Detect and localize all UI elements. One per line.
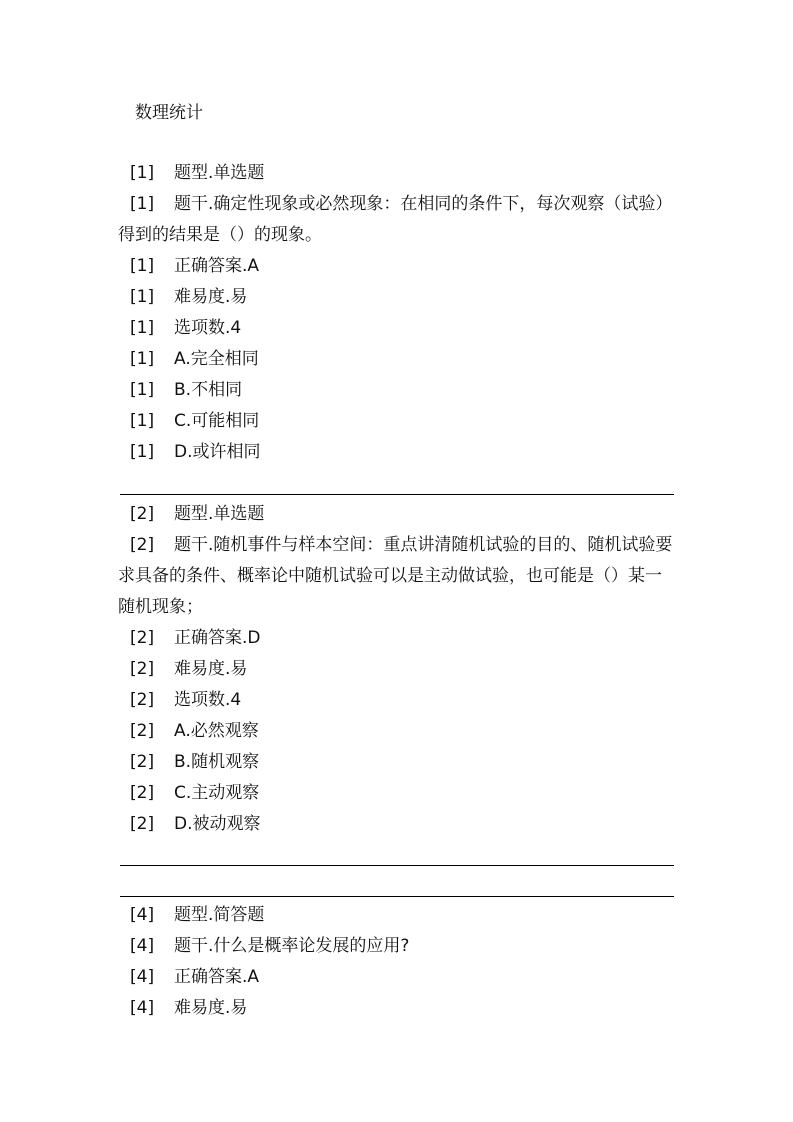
line-text: 题干.确定性现象或必然现象：在相同的条件下，每次观察（试验）得到的结果是（）的现象。 (118, 194, 673, 245)
line-text: 难易度.易 (174, 287, 248, 307)
question-line (118, 716, 674, 747)
line-text: D.或许相同 (174, 442, 261, 462)
question-line (118, 778, 674, 809)
question-line (118, 809, 674, 840)
question-number: [2] (130, 814, 155, 834)
question-number: [2] (130, 690, 155, 710)
line-text: D.被动观察 (174, 814, 261, 834)
line-text: 难易度.易 (174, 659, 248, 679)
question-1 (118, 158, 674, 468)
question-number: [4] (130, 967, 155, 987)
question-number: [4] (130, 936, 155, 956)
question-line (118, 962, 674, 993)
line-text: B.不相同 (174, 380, 243, 400)
question-number: [1] (130, 318, 155, 338)
line-text: 题干.什么是概率论发展的应用? (174, 936, 410, 956)
line-text: 题型.单选题 (174, 504, 265, 524)
question-line (118, 623, 674, 654)
line-text: C.可能相同 (174, 411, 260, 431)
question-line (118, 931, 674, 962)
question-number: [1] (130, 380, 155, 400)
question-number: [2] (130, 783, 155, 803)
line-text: 题干.随机事件与样本空间：重点讲清随机试验的目的、随机试验要求具备的条件、概率论中随机试验可以是主动做试验，也可能是（）某一随机现象； (118, 535, 673, 617)
question-line (118, 530, 674, 623)
question-line (118, 406, 674, 437)
question-number: [2] (130, 659, 155, 679)
divider (120, 494, 674, 495)
question-number: [1] (130, 349, 155, 369)
question-line (118, 685, 674, 716)
question-number: [4] (130, 905, 155, 925)
question-line (118, 900, 674, 931)
question-line (118, 499, 674, 530)
question-line (118, 993, 674, 1024)
question-number: [1] (130, 411, 155, 431)
question-number: [1] (130, 287, 155, 307)
line-text: B.随机观察 (174, 752, 260, 772)
question-line (118, 747, 674, 778)
question-line (118, 189, 674, 251)
divider (120, 896, 674, 897)
line-text: 正确答案.D (174, 628, 261, 648)
question-number: [2] (130, 628, 155, 648)
question-number: [1] (130, 194, 155, 214)
question-number: [1] (130, 163, 155, 183)
question-number: [2] (130, 752, 155, 772)
line-text: 难易度.易 (174, 998, 248, 1018)
question-line (118, 654, 674, 685)
question-line (118, 251, 674, 282)
question-number: [1] (130, 442, 155, 462)
question-line (118, 375, 674, 406)
question-line (118, 437, 674, 468)
question-line (118, 158, 674, 189)
line-text: 选项数.4 (174, 690, 242, 710)
question-number: [2] (130, 721, 155, 741)
question-number: [2] (130, 504, 155, 524)
document-title: 数理统计 (135, 103, 203, 123)
question-number: [1] (130, 256, 155, 276)
line-text: A.必然观察 (174, 721, 259, 741)
question-number: [4] (130, 998, 155, 1018)
line-text: 选项数.4 (174, 318, 242, 338)
line-text: 正确答案.A (174, 967, 260, 987)
line-text: A.完全相同 (174, 349, 259, 369)
divider (120, 865, 674, 866)
question-2 (118, 499, 674, 840)
question-line (118, 344, 674, 375)
line-text: 题型.单选题 (174, 163, 265, 183)
question-line (118, 282, 674, 313)
question-line (118, 313, 674, 344)
line-text: 正确答案.A (174, 256, 260, 276)
line-text: C.主动观察 (174, 783, 260, 803)
question-number: [2] (130, 535, 155, 555)
line-text: 题型.简答题 (174, 905, 265, 925)
question-4 (118, 900, 674, 1024)
